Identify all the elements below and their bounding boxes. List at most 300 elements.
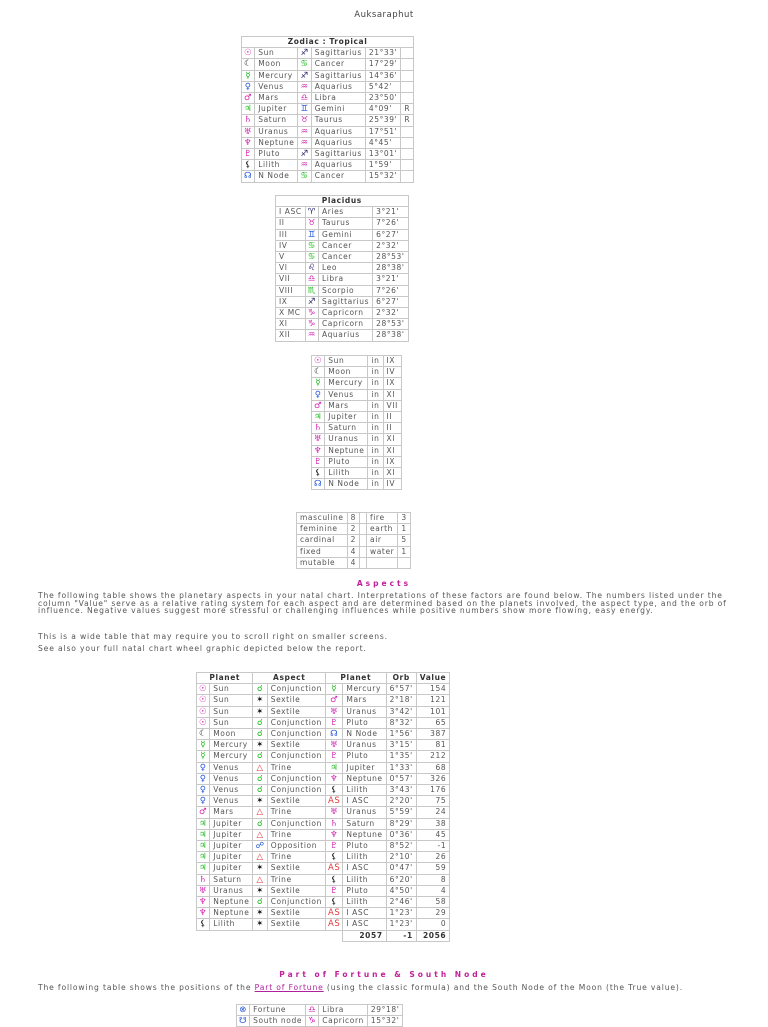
planet-name: Mercury: [325, 378, 368, 389]
sign-name: Cancer: [311, 59, 365, 70]
aspect-name: Sextile: [267, 695, 325, 706]
aspect-value: 65: [416, 717, 449, 728]
sign-glyph-icon: ♋: [305, 240, 318, 251]
aspect-row: [197, 863, 450, 874]
planet-glyph-icon: ♃: [197, 852, 210, 863]
element-count: [398, 557, 410, 568]
degree: 17°29': [365, 59, 401, 70]
zodiac-row: [242, 59, 414, 70]
house-number: IX: [383, 356, 401, 367]
house-number: XI: [383, 445, 401, 456]
planet-name: Mars: [343, 695, 386, 706]
house-number: XI: [383, 434, 401, 445]
aspect-glyph-icon: ☌: [253, 897, 267, 908]
aspect-name: Conjunction: [267, 773, 325, 784]
element-name: earth: [367, 524, 398, 535]
planet-glyph-icon: ♄: [325, 818, 342, 829]
planet-name: Mars: [325, 400, 368, 411]
aspect-row: [197, 762, 450, 773]
quality-count: 2: [347, 535, 359, 546]
aspect-glyph-icon: ✶: [253, 706, 267, 717]
orb: 2°10': [386, 852, 416, 863]
sign-glyph-icon: ♊: [298, 104, 311, 115]
aspect-row: [197, 684, 450, 695]
planet-name: Mars: [210, 807, 253, 818]
planet-name: Jupiter: [325, 412, 368, 423]
balance-row: [297, 557, 411, 568]
planet-name: Moon: [210, 729, 253, 740]
balance-row: [297, 535, 411, 546]
zodiac-row: [242, 149, 414, 160]
aspect-row: [197, 773, 450, 784]
aspect-row: [197, 796, 450, 807]
zodiac-table: [241, 36, 414, 183]
sign-glyph-icon: ♑: [306, 1016, 319, 1027]
zodiac-row: [242, 104, 414, 115]
orb: 1°35': [386, 751, 416, 762]
planet-name: Neptune: [343, 829, 386, 840]
planet-glyph-icon: ♀: [197, 785, 210, 796]
aspect-row: [197, 807, 450, 818]
planet-glyph-icon: ♀: [242, 81, 255, 92]
planet-name: Lilith: [343, 852, 386, 863]
planet-glyph-icon: ☿: [242, 70, 255, 81]
aspect-glyph-icon: ☌: [253, 729, 267, 740]
planet-name: Jupiter: [255, 104, 298, 115]
quality-count: 2: [347, 524, 359, 535]
degree: 15°32': [367, 1016, 403, 1027]
degree: 23°50': [365, 93, 401, 104]
retrograde-flag: R: [401, 115, 414, 126]
quality-count: 4: [347, 557, 359, 568]
aspect-value: 0: [416, 919, 449, 930]
planet-glyph-icon: ☊: [242, 171, 255, 182]
aspect-row: [197, 908, 450, 919]
aspect-name: Sextile: [267, 919, 325, 930]
orb: 8°29': [386, 818, 416, 829]
orb: 0°47': [386, 863, 416, 874]
sign-glyph-icon: ♈: [305, 207, 318, 218]
orb: 4°50': [386, 885, 416, 896]
aspect-value: 59: [416, 863, 449, 874]
aspect-row: [197, 852, 450, 863]
house-number: XI: [383, 468, 401, 479]
aspect-glyph-icon: △: [253, 807, 267, 818]
sign-glyph-icon: ♐: [305, 296, 318, 307]
planet-glyph-icon: ♅: [325, 740, 342, 751]
house-row: [276, 252, 409, 263]
in-label: in: [368, 412, 383, 423]
element-name: fire: [367, 513, 398, 524]
sign-glyph-icon: ♒: [298, 81, 311, 92]
aspect-name: Trine: [267, 852, 325, 863]
planet-name: Sun: [255, 48, 298, 59]
planet-glyph-icon: ♃: [197, 841, 210, 852]
zodiac-row: [242, 160, 414, 171]
zodiac-row: [242, 126, 414, 137]
aspect-name: Sextile: [267, 863, 325, 874]
aspects-wheel-note: See also your full natal chart wheel graphic depicted below the report.: [38, 644, 367, 653]
house-row: [276, 274, 409, 285]
fortune-text-before: The following table shows the positions of the: [38, 983, 255, 992]
planet-glyph-icon: ⚸: [325, 874, 342, 885]
aspect-name: Sextile: [267, 740, 325, 751]
aspect-value: 4: [416, 885, 449, 896]
planet-name: Uranus: [343, 740, 386, 751]
sign-glyph-icon: ♐: [298, 48, 311, 59]
house-row: [276, 285, 409, 296]
degree: 28°38': [373, 263, 409, 274]
planet-name: I ASC: [343, 863, 386, 874]
planet-glyph-icon: ☿: [325, 684, 342, 695]
house-row: [276, 207, 409, 218]
aspect-name: Sextile: [267, 885, 325, 896]
planet-name: Jupiter: [210, 829, 253, 840]
planet-glyph-icon: ♃: [325, 762, 342, 773]
planet-glyph-icon: ⚸: [197, 919, 210, 930]
planet-glyph-icon: ☉: [197, 684, 210, 695]
fortune-paragraph: [38, 984, 730, 992]
retrograde-flag: [401, 93, 414, 104]
planet-name: Lilith: [343, 897, 386, 908]
aspect-glyph-icon: ☌: [253, 717, 267, 728]
planet-glyph-icon: ♂: [312, 400, 325, 411]
sign-glyph-icon: ♒: [298, 126, 311, 137]
quality-name: masculine: [297, 513, 348, 524]
zodiac-row: [242, 93, 414, 104]
aspect-name: Opposition: [267, 841, 325, 852]
in-label: in: [368, 356, 383, 367]
sign-name: Taurus: [318, 218, 372, 229]
sign-name: Leo: [318, 263, 372, 274]
balance-row: [297, 524, 411, 535]
aspects-column-header: Orb: [386, 673, 416, 684]
sign-name: Gemini: [318, 229, 372, 240]
sign-glyph-icon: ♒: [298, 137, 311, 148]
point-glyph-icon: ☋: [237, 1016, 250, 1027]
aspect-row: [197, 706, 450, 717]
planet-glyph-icon: ♇: [312, 456, 325, 467]
planet-name: Mercury: [210, 740, 253, 751]
planet-glyph-icon: ♃: [312, 412, 325, 423]
placement-row: [312, 367, 402, 378]
house-number: X MC: [276, 308, 306, 319]
sign-name: Cancer: [318, 252, 372, 263]
planet-glyph-icon: ♃: [242, 104, 255, 115]
retrograde-flag: [401, 160, 414, 171]
aspect-value: 38: [416, 818, 449, 829]
planet-glyph-icon: ♃: [197, 863, 210, 874]
aspect-glyph-icon: ☌: [253, 773, 267, 784]
planet-name: Uranus: [210, 885, 253, 896]
in-label: in: [368, 434, 383, 445]
sign-name: Sagittarius: [311, 70, 365, 81]
planet-glyph-icon: ♇: [325, 885, 342, 896]
element-count: 5: [398, 535, 410, 546]
house-number: IV: [383, 367, 401, 378]
degree: 25°39': [365, 115, 401, 126]
sign-glyph-icon: ♏: [305, 285, 318, 296]
sign-name: Aries: [318, 207, 372, 218]
totals-spacer: [197, 930, 343, 941]
retrograde-flag: [401, 70, 414, 81]
in-label: in: [368, 479, 383, 490]
house-number: I ASC: [276, 207, 306, 218]
degree: 3°21': [373, 207, 409, 218]
planet-name: Venus: [210, 773, 253, 784]
planet-glyph-icon: ☾: [312, 367, 325, 378]
house-row: [276, 218, 409, 229]
planet-name: Jupiter: [210, 863, 253, 874]
orb: 8°32': [386, 717, 416, 728]
planet-glyph-icon: ☉: [197, 717, 210, 728]
planet-name: Moon: [325, 367, 368, 378]
planet-glyph-icon: ♀: [197, 773, 210, 784]
sign-glyph-icon: ♌: [305, 263, 318, 274]
planet-glyph-icon: ♆: [325, 773, 342, 784]
house-row: [276, 240, 409, 251]
planet-name: Saturn: [255, 115, 298, 126]
element-count: 3: [398, 513, 410, 524]
planet-name: Venus: [210, 762, 253, 773]
aspect-row: [197, 717, 450, 728]
sign-name: Libra: [318, 274, 372, 285]
fortune-row: [237, 1005, 403, 1016]
planet-name: Pluto: [325, 456, 368, 467]
aspect-glyph-icon: ✶: [253, 885, 267, 896]
degree: 4°45': [365, 137, 401, 148]
sign-name: Aquarius: [311, 137, 365, 148]
sign-glyph-icon: ♒: [305, 330, 318, 341]
planet-glyph-icon: ☉: [197, 706, 210, 717]
planet-name: Neptune: [255, 137, 298, 148]
planet-name: Jupiter: [210, 818, 253, 829]
planet-glyph-icon: ♀: [197, 796, 210, 807]
point-name: South node: [250, 1016, 306, 1027]
planet-name: Mars: [255, 93, 298, 104]
degree: 3°21': [373, 274, 409, 285]
aspect-value: 121: [416, 695, 449, 706]
planet-name: Pluto: [255, 149, 298, 160]
house-number: III: [276, 229, 306, 240]
aspect-name: Conjunction: [267, 684, 325, 695]
planet-name: Lilith: [343, 874, 386, 885]
planet-glyph-icon: AS: [325, 863, 342, 874]
placements-table: [311, 355, 402, 490]
orb: 1°23': [386, 908, 416, 919]
zodiac-table-heading: Zodiac : Tropical: [242, 37, 414, 48]
aspect-row: [197, 695, 450, 706]
degree: 28°38': [373, 330, 409, 341]
house-row: [276, 319, 409, 330]
sign-name: Sagittarius: [311, 149, 365, 160]
element-name: water: [367, 546, 398, 557]
degree: 28°53': [373, 252, 409, 263]
planet-glyph-icon: ☿: [197, 740, 210, 751]
orb: 3°43': [386, 785, 416, 796]
planet-glyph-icon: ♇: [325, 751, 342, 762]
sign-glyph-icon: ♑: [305, 319, 318, 330]
degree: 4°09': [365, 104, 401, 115]
planet-glyph-icon: ☿: [312, 378, 325, 389]
element-name: air: [367, 535, 398, 546]
degree: 7°26': [373, 285, 409, 296]
aspect-glyph-icon: △: [253, 852, 267, 863]
planet-name: Sun: [210, 717, 253, 728]
planet-glyph-icon: AS: [325, 908, 342, 919]
aspects-intro-paragraph: The following table shows the planetary aspects in your natal chart. Interpretations of these factors are found below. The numbers listed under the column "Value" serve as a relative rating system for each aspect and are determined based on the planets involved, the aspect type, and the orb of influence. Negative values suggest more stressful or challenging influences while positive numbers show more flowing, easy energy.: [38, 591, 727, 615]
aspect-name: Conjunction: [267, 897, 325, 908]
planet-name: Lilith: [343, 785, 386, 796]
planet-glyph-icon: ☉: [197, 695, 210, 706]
quality-name: mutable: [297, 557, 348, 568]
spacer-cell: [360, 557, 367, 568]
aspect-glyph-icon: △: [253, 829, 267, 840]
planet-name: I ASC: [343, 908, 386, 919]
planet-glyph-icon: ⚸: [325, 897, 342, 908]
planet-glyph-icon: ⚸: [325, 785, 342, 796]
zodiac-row: [242, 171, 414, 182]
planet-name: Lilith: [210, 919, 253, 930]
sign-name: Aquarius: [311, 81, 365, 92]
planet-glyph-icon: ♅: [325, 807, 342, 818]
planet-glyph-icon: ⚸: [242, 160, 255, 171]
planet-glyph-icon: ♅: [242, 126, 255, 137]
zodiac-row: [242, 48, 414, 59]
aspect-glyph-icon: ☌: [253, 751, 267, 762]
sign-glyph-icon: ♋: [298, 59, 311, 70]
aspect-glyph-icon: ✶: [253, 740, 267, 751]
planet-name: Lilith: [325, 468, 368, 479]
planet-glyph-icon: ♅: [312, 434, 325, 445]
aspect-glyph-icon: ☌: [253, 684, 267, 695]
degree: 6°27': [373, 229, 409, 240]
aspect-row: [197, 785, 450, 796]
aspect-name: Conjunction: [267, 729, 325, 740]
element-count: 1: [398, 546, 410, 557]
aspect-value: 101: [416, 706, 449, 717]
aspect-value: 68: [416, 762, 449, 773]
planet-name: Sun: [210, 684, 253, 695]
planet-name: N Node: [255, 171, 298, 182]
aspect-value: 45: [416, 829, 449, 840]
planet-glyph-icon: ♅: [325, 706, 342, 717]
aspect-name: Conjunction: [267, 785, 325, 796]
fortune-text-after: (using the classic formula) and the South Node of the Moon (the True value).: [323, 983, 683, 992]
house-row: [276, 308, 409, 319]
sign-glyph-icon: ♉: [298, 115, 311, 126]
spacer-cell: [360, 546, 367, 557]
aspect-glyph-icon: ☍: [253, 841, 267, 852]
element-count: 1: [398, 524, 410, 535]
aspect-name: Conjunction: [267, 717, 325, 728]
planet-glyph-icon: AS: [325, 919, 342, 930]
planet-glyph-icon: ♂: [242, 93, 255, 104]
sign-name: Aquarius: [311, 126, 365, 137]
planet-name: Uranus: [343, 706, 386, 717]
planet-name: Jupiter: [210, 841, 253, 852]
house-number: IX: [383, 378, 401, 389]
house-number: XI: [276, 319, 306, 330]
planet-glyph-icon: ♃: [197, 818, 210, 829]
sign-glyph-icon: ♎: [306, 1005, 319, 1016]
planet-name: Uranus: [255, 126, 298, 137]
planet-name: Saturn: [343, 818, 386, 829]
sign-glyph-icon: ♑: [305, 308, 318, 319]
aspect-name: Sextile: [267, 706, 325, 717]
aspect-glyph-icon: ☌: [253, 785, 267, 796]
aspects-column-header: Value: [416, 673, 449, 684]
houses-table: [275, 195, 409, 342]
planet-glyph-icon: AS: [325, 796, 342, 807]
balance-row: [297, 546, 411, 557]
total-positive: 2057: [343, 930, 386, 941]
part-of-fortune-link[interactable]: Part of Fortune: [254, 983, 324, 992]
degree: 7°26': [373, 218, 409, 229]
planet-name: Mercury: [343, 684, 386, 695]
sign-name: Aquarius: [311, 160, 365, 171]
retrograde-flag: [401, 126, 414, 137]
sign-name: Taurus: [311, 115, 365, 126]
point-glyph-icon: ⊗: [237, 1005, 250, 1016]
orb: 1°56': [386, 729, 416, 740]
placement-row: [312, 468, 402, 479]
planet-name: Jupiter: [210, 852, 253, 863]
balance-row: [297, 513, 411, 524]
planet-glyph-icon: ♇: [325, 717, 342, 728]
house-row: [276, 229, 409, 240]
orb: 6°20': [386, 874, 416, 885]
placement-row: [312, 412, 402, 423]
sign-glyph-icon: ♎: [298, 93, 311, 104]
degree: 14°36': [365, 70, 401, 81]
planet-glyph-icon: ☾: [197, 729, 210, 740]
point-name: Fortune: [250, 1005, 306, 1016]
planet-name: Neptune: [210, 908, 253, 919]
aspect-value: 212: [416, 751, 449, 762]
aspect-value: 387: [416, 729, 449, 740]
planet-name: Neptune: [325, 445, 368, 456]
planet-name: Mercury: [255, 70, 298, 81]
planet-glyph-icon: ♅: [197, 885, 210, 896]
aspects-column-header: Planet: [325, 673, 386, 684]
sign-glyph-icon: ♉: [305, 218, 318, 229]
orb: 3°42': [386, 706, 416, 717]
aspect-glyph-icon: △: [253, 762, 267, 773]
planet-name: N Node: [325, 479, 368, 490]
planet-glyph-icon: ♃: [197, 829, 210, 840]
planet-name: Sun: [325, 356, 368, 367]
fortune-heading: Part of Fortune & South Node: [279, 970, 489, 979]
house-row: [276, 296, 409, 307]
degree: 5°42': [365, 81, 401, 92]
houses-table-heading: Placidus: [276, 196, 409, 207]
quality-count: 4: [347, 546, 359, 557]
planet-name: Venus: [210, 785, 253, 796]
aspect-name: Conjunction: [267, 751, 325, 762]
orb: 0°57': [386, 773, 416, 784]
degree: 29°18': [367, 1005, 403, 1016]
quality-name: feminine: [297, 524, 348, 535]
retrograde-flag: [401, 149, 414, 160]
aspect-name: Conjunction: [267, 818, 325, 829]
sign-name: Capricorn: [318, 319, 372, 330]
placement-row: [312, 479, 402, 490]
planet-glyph-icon: ♆: [312, 445, 325, 456]
house-number: VII: [276, 274, 306, 285]
sign-name: Cancer: [311, 171, 365, 182]
orb: 5°59': [386, 807, 416, 818]
